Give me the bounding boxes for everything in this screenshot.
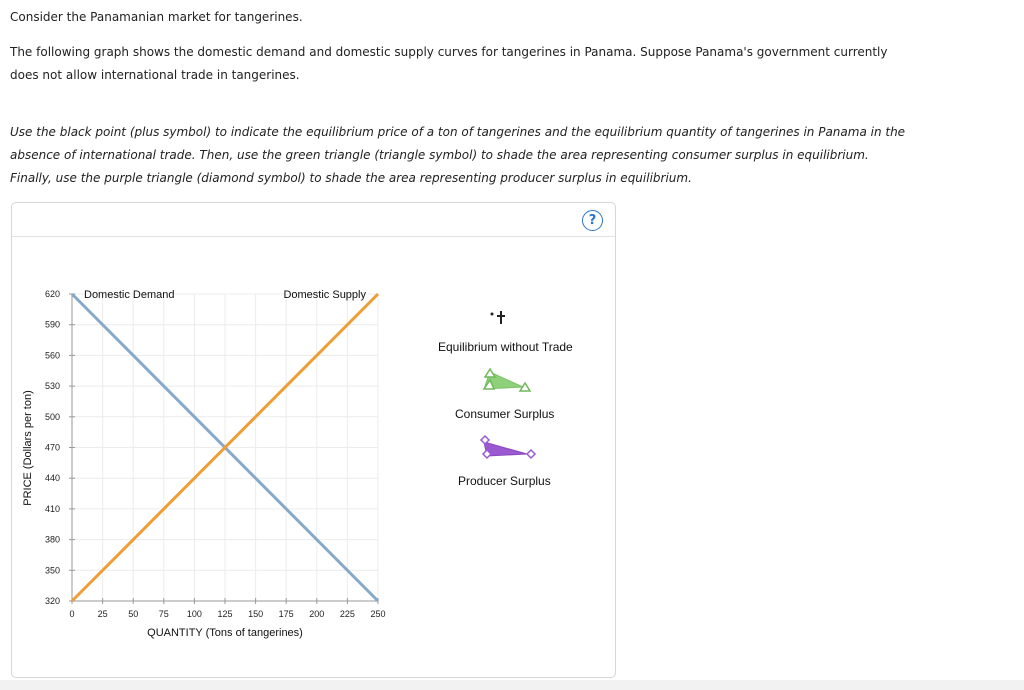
domestic-supply-label: Domestic Supply: [283, 289, 366, 301]
x-tick-label: 100: [186, 609, 202, 619]
y-tick-label: 500: [44, 411, 60, 422]
graph-panel: [11, 202, 616, 678]
domestic-demand-label: Domestic Demand: [84, 289, 175, 301]
plus-icon: [491, 311, 506, 324]
producer-surplus-label[interactable]: Producer Surplus: [458, 474, 551, 488]
supply-demand-graph[interactable]: [12, 203, 615, 677]
x-tick-label: 75: [158, 609, 169, 619]
x-tick-label: 225: [339, 609, 355, 619]
y-tick-label: 560: [44, 350, 60, 361]
y-tick-label: 380: [44, 534, 60, 545]
x-tick-label: 250: [370, 609, 386, 619]
equilibrium-plus-tool[interactable]: [491, 311, 506, 324]
x-tick-label: 200: [309, 609, 325, 619]
x-tick-label: 25: [97, 609, 108, 619]
diamond-icon: [481, 436, 535, 458]
consumer-surplus-label[interactable]: Consumer Surplus: [455, 407, 555, 421]
y-tick-label: 320: [44, 596, 60, 606]
x-tick-label: 125: [217, 609, 233, 619]
y-tick-label: 530: [44, 381, 60, 392]
triangle-icon: [484, 369, 530, 391]
x-tick-label: 0: [69, 609, 75, 619]
question-instructions: Use the black point (plus symbol) to indicate the equilibrium price of a ton of tangerines and the equilibrium quantity of tangerines in Panama in the absence of international trade. Then, use the green triangle (triangle symbol) to shade the area representing consumer surplus in equilibrium. Finally, use the purple triangle (diamond symbol) to shade the area representing producer surplus in equilibrium.: [10, 125, 906, 185]
equilibrium-label[interactable]: Equilibrium without Trade: [438, 340, 573, 354]
help-button[interactable]: ?: [582, 210, 603, 231]
question-intro: Consider the Panamanian market for tangerines.: [10, 10, 303, 24]
bottom-bar: [0, 680, 1024, 690]
y-tick-label: 410: [44, 503, 60, 514]
consumer-surplus-tool[interactable]: [484, 369, 530, 391]
y-tick-label: 350: [44, 565, 60, 576]
y-axis-label: PRICE (Dollars per ton): [22, 390, 34, 506]
x-axis-label: QUANTITY (Tons of tangerines): [147, 627, 303, 639]
y-tick-label: 620: [44, 289, 60, 299]
y-tick-label: 590: [44, 319, 60, 330]
x-tick-label: 150: [248, 609, 264, 619]
question-description: The following graph shows the domestic demand and domestic supply curves for tangerines in Panama. Suppose Panama's government currently does not allow international trade in tangerines.: [10, 45, 888, 82]
producer-surplus-tool[interactable]: [481, 436, 535, 458]
y-tick-label: 470: [44, 442, 60, 453]
x-tick-label: 175: [278, 609, 294, 619]
y-tick-label: 440: [44, 473, 60, 484]
x-tick-label: 50: [128, 609, 139, 619]
